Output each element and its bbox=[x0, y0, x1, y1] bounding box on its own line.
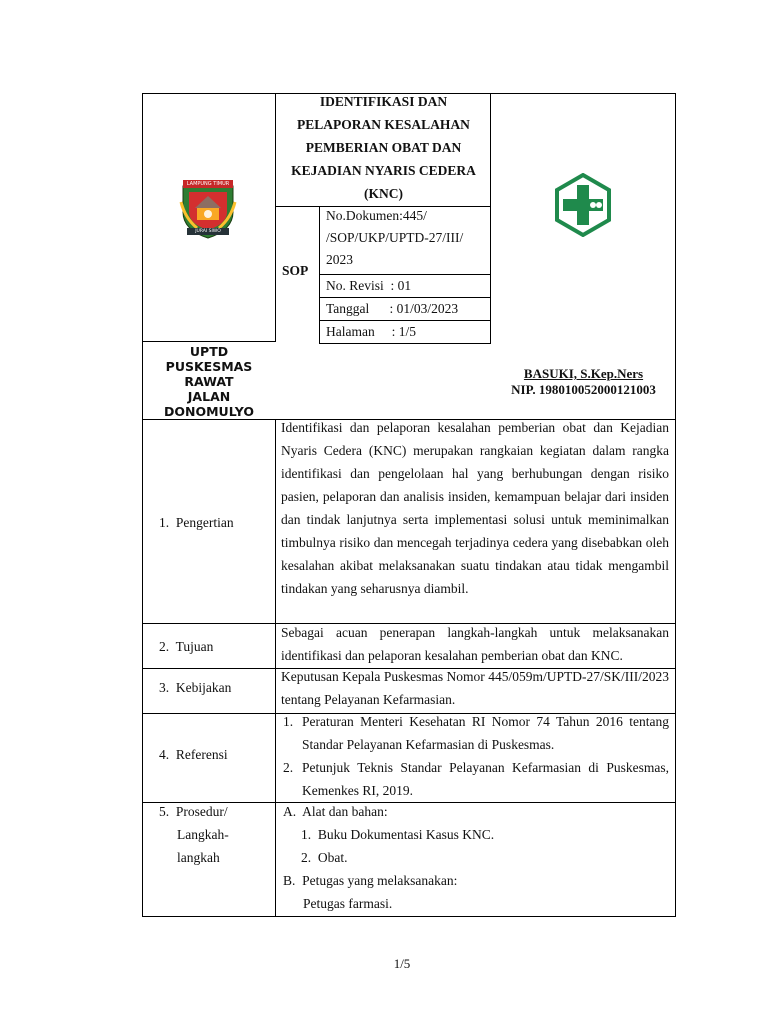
section-text-pengertian: Identifikasi dan pelaporan kesalahan pemberian obat dan Kejadian Nyaris Cedera (KNC) merupakan rangkaian kegiatan dalam rangka identifikasi dan pengelolaan hal yang berhubungan dengan risiko pasien, pelaporan dan analisis insiden, kemampuan belajar dari insiden dan tindak lanjutnya serta implementasi solusi untuk meminimalkan timbulnya risiko dan mencegah terjadinya cedera yang disebabkan oleh kesalahan akibat melaksanakan suatu tindakan atau tidak mengambil tindakan yang seharusnya diambil. bbox=[281, 420, 669, 596]
list-item-number: 1. bbox=[283, 714, 294, 729]
revision: No. Revisi : 01 bbox=[319, 275, 491, 298]
prosedur-content bbox=[283, 800, 669, 915]
list-item-number: 2. bbox=[283, 760, 294, 775]
date: Tanggal : 01/03/2023 bbox=[319, 298, 491, 321]
prosedur-line-b: B. Petugas yang melaksanakan: bbox=[283, 873, 458, 888]
doc-number: No.Dokumen:445/ /SOP/UKP/UPTD-27/III/ 2023 bbox=[319, 205, 491, 275]
section-label-kebijakan: 3. Kebijakan bbox=[159, 680, 232, 695]
puskesmas-logo bbox=[551, 173, 615, 237]
signer-nip: NIP. 198010052000121003 bbox=[511, 382, 656, 397]
list-item bbox=[281, 756, 669, 802]
prosedur-line-a: A. Alat dan bahan: bbox=[283, 804, 388, 819]
district-logo bbox=[177, 178, 239, 240]
signer-name: BASUKI, S.Kep.Ners bbox=[523, 366, 644, 381]
sop-label: SOP bbox=[282, 263, 309, 278]
unit-name: UPTD PUSKESMAS RAWAT JALAN DONOMULYO bbox=[164, 344, 254, 419]
document-title: IDENTIFIKASI DAN PELAPORAN KESALAHAN PEMBERIAN OBAT DAN KEJADIAN NYARIS CEDERA (KNC) bbox=[291, 94, 476, 201]
page-info: Halaman : 1/5 bbox=[326, 324, 416, 339]
prosedur-line-a2: 2. Obat. bbox=[301, 850, 348, 865]
section-label-prosedur: 5. Prosedur/ Langkah- langkah bbox=[159, 804, 229, 865]
list-item bbox=[281, 710, 669, 756]
list-item-text: Peraturan Menteri Kesehatan RI Nomor 74 Tahun 2016 tentang Standar Pelayanan Kefarmasian di Puskesmas. bbox=[302, 714, 669, 752]
list-item-text: Petunjuk Teknis Standar Pelayanan Kefarmasian di Puskesmas, Kemenkes RI, 2019. bbox=[302, 760, 669, 798]
referensi-list bbox=[281, 710, 669, 802]
prosedur-line-a1: 1. Buku Dokumentasi Kasus KNC. bbox=[301, 827, 495, 842]
signer-block bbox=[491, 366, 676, 398]
section-text-kebijakan: Keputusan Kepala Puskesmas Nomor 445/059m/UPTD-27/SK/III/2023 tentang Pelayanan Kefarmasian. bbox=[281, 669, 669, 707]
section-label-referensi: 4. Referensi bbox=[159, 747, 228, 762]
section-text-tujuan: Sebagai acuan penerapan langkah-langkah untuk melaksanakan identifikasi dan pelaporan kesalahan pemberian obat dan KNC. bbox=[281, 625, 669, 663]
health-cross-icon bbox=[551, 173, 615, 237]
district-logo-text: LAMPUNG TIMUR bbox=[186, 181, 230, 187]
district-logo-motto: JURAI SIWO bbox=[195, 229, 221, 234]
section-label-tujuan: 2. Tujuan bbox=[159, 639, 214, 654]
section-label-pengertian: 1. Pengertian bbox=[159, 515, 234, 530]
prosedur-line-b1: Petugas farmasi. bbox=[303, 896, 393, 911]
page-number: 1/5 bbox=[393, 956, 411, 971]
